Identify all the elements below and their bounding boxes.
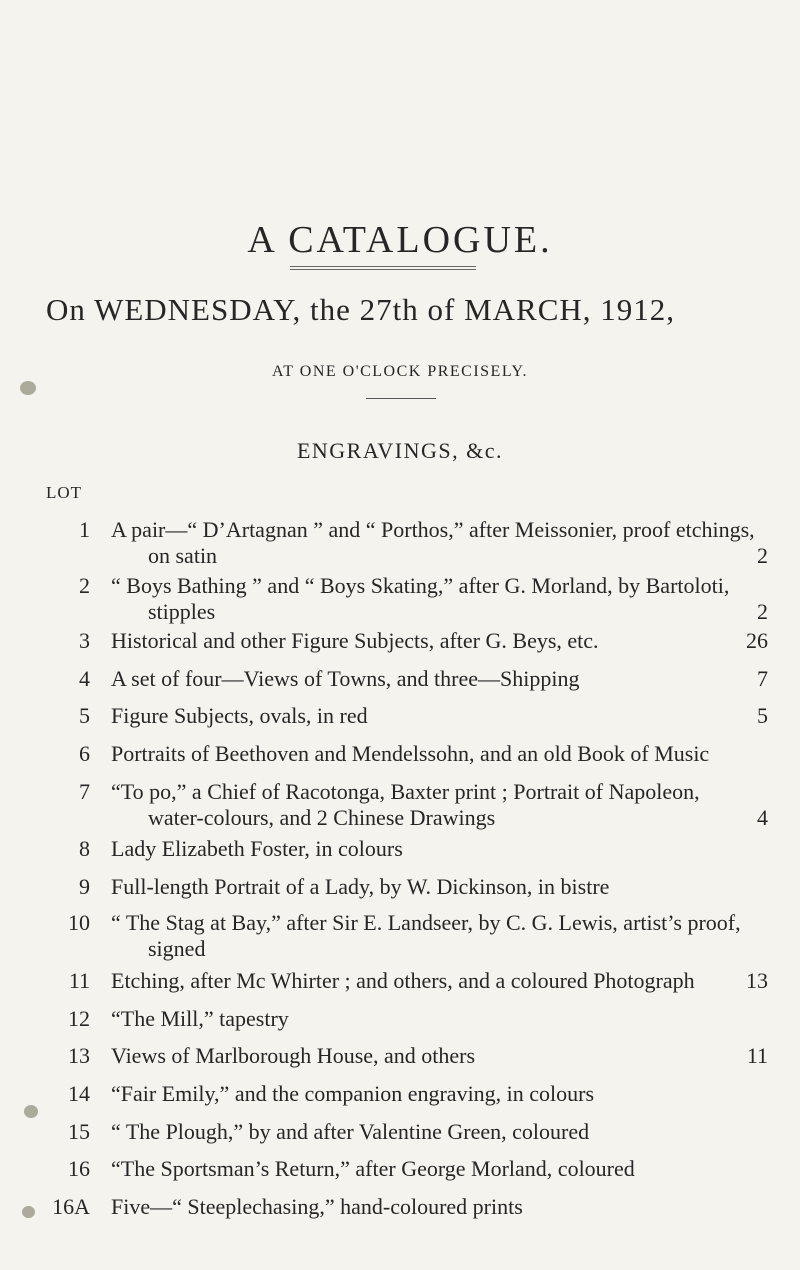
lot-column-header: LOT [46,483,83,502]
lot-description: “Fair Emily,” and the companion engraving, in colours [111,1081,595,1106]
page-title: A CATALOGUE. [247,219,553,261]
lot-description: Portraits of Beethoven and Mendelssohn, and an old Book of Music [111,741,710,766]
lot-description: “ The Stag at Bay,” after Sir E. Landseer, by C. G. Lewis, artist’s proof, [111,910,741,935]
lot-number: 16A [52,1194,90,1219]
lot-quantity: 4 [757,805,768,830]
lot-number: 9 [79,874,90,899]
lot-number: 5 [79,703,90,728]
lot-description: Five—“ Steeplechasing,” hand-coloured prints [111,1194,523,1219]
lot-description: Historical and other Figure Subjects, after G. Beys, etc. [111,628,599,653]
lot-number: 10 [68,910,90,935]
lot-description: A pair—“ D’Artagnan ” and “ Porthos,” after Meissonier, proof etchings, [111,517,755,542]
lot-description: Views of Marlborough House, and others [111,1043,476,1068]
lot-number: 11 [68,968,90,993]
lot-description: “The Sportsman’s Return,” after George Morland, coloured [111,1156,635,1181]
lot-description: Full-length Portrait of a Lady, by W. Dickinson, in bistre [111,874,610,899]
lot-description: “ The Plough,” by and after Valentine Green, coloured [111,1119,590,1144]
sale-time: AT ONE O'CLOCK PRECISELY. [272,363,528,380]
lot-description: A set of four—Views of Towns, and three—Shipping [111,666,580,691]
lot-description: “The Mill,” tapestry [111,1006,289,1031]
lot-description-continued: water-colours, and 2 Chinese Drawings [148,805,496,830]
lot-number: 2 [79,573,90,598]
lot-number: 16 [68,1156,90,1181]
lot-number: 4 [79,666,90,691]
lot-quantity: 7 [757,666,768,691]
lot-number: 7 [79,779,90,804]
lot-quantity: 11 [746,1043,768,1068]
lot-description: “To po,” a Chief of Racotonga, Baxter print ; Portrait of Napoleon, [111,779,700,804]
lot-quantity: 2 [757,543,768,568]
lot-description: Figure Subjects, ovals, in red [111,703,368,728]
lot-description-continued: signed [148,936,206,961]
lot-quantity: 26 [746,628,768,653]
lot-description: Etching, after Mc Whirter ; and others, and a coloured Photograph [111,968,695,993]
lot-description-continued: stipples [148,599,216,624]
lot-number: 3 [79,628,90,653]
lot-description: Lady Elizabeth Foster, in colours [111,836,403,861]
lot-description-continued: on satin [148,543,218,568]
lot-number: 12 [68,1006,90,1031]
lot-number: 8 [79,836,90,861]
lot-description: “ Boys Bathing ” and “ Boys Skating,” after G. Morland, by Bartoloti, [111,573,730,598]
sale-dateline: On WEDNESDAY, the 27th of MARCH, 1912, [46,292,676,327]
lot-number: 15 [68,1119,90,1144]
lot-number: 6 [79,741,90,766]
lot-number: 13 [68,1043,90,1068]
section-heading: ENGRAVINGS, &c. [296,438,504,463]
lot-number: 1 [79,517,90,542]
lot-quantity: 2 [757,599,768,624]
lot-number: 14 [68,1081,90,1106]
lot-quantity: 5 [757,703,768,728]
lot-quantity: 13 [746,968,768,993]
